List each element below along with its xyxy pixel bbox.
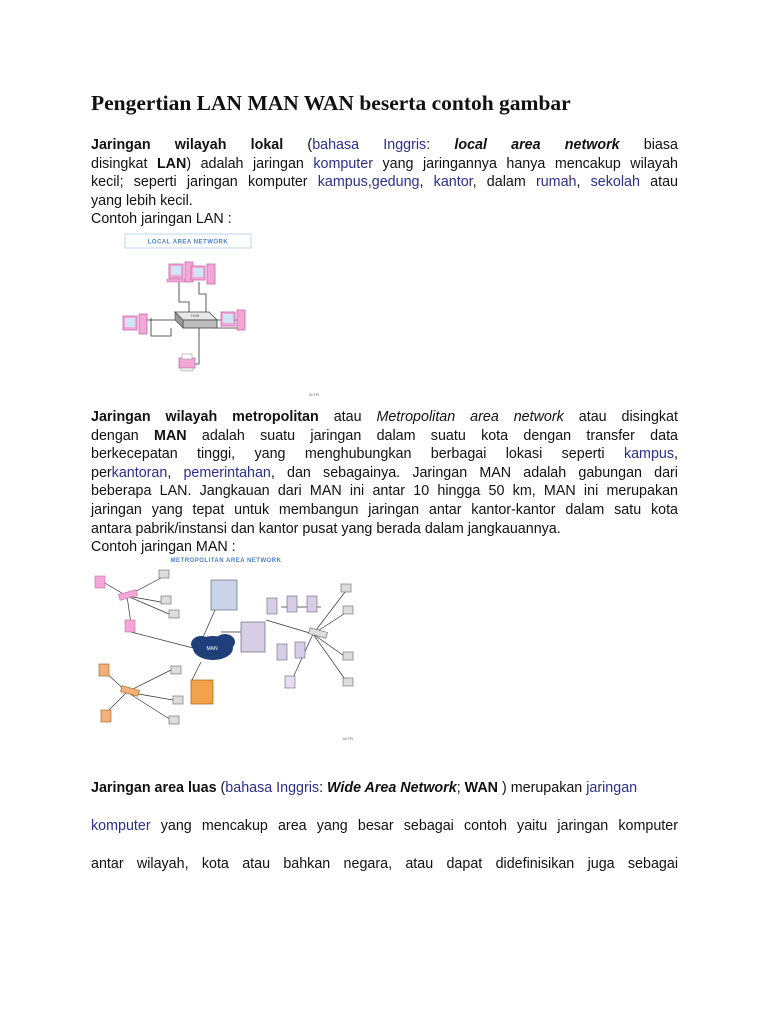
man-english-term: Metropolitan area network (376, 409, 564, 425)
man-credit: M.TR (343, 736, 353, 741)
lan-paragraph: Jaringan wilayah lokal (bahasa Inggris: local area network biasa disingkat LAN) adalah jaringan komputer yang jaringannya hanya mencakup wilayah kecil; seperti jaringan komputer kampus,gedung, kantor, dalam rumah, sekolah atau yang lebih kecil. Contoh jaringan LAN : (91, 137, 678, 228)
switch-man-1-icon (119, 590, 138, 600)
man-cloud-icon (191, 634, 235, 660)
pc-man-2-icon (159, 570, 169, 578)
pc-man-4-icon (169, 610, 179, 618)
pc-man-11-icon (173, 696, 183, 704)
lan-caption: Contoh jaringan LAN : (91, 211, 232, 228)
pc-man-7-icon (343, 652, 353, 660)
link-kampus-man[interactable]: kampus (623, 446, 674, 463)
lan-english-term: local area network (454, 137, 620, 153)
building-man-2-icon (241, 622, 265, 652)
building-man-1-icon (211, 580, 237, 610)
lan-credit: M.TR (309, 392, 319, 397)
man-cloud-label: MAN (206, 646, 218, 652)
wan-term: Jaringan area luas (91, 780, 217, 796)
wan-abbr: WAN (464, 780, 498, 796)
man-abbr: MAN (154, 427, 187, 444)
link-komputer[interactable]: komputer (313, 155, 373, 172)
link-kampus[interactable]: kampus (317, 174, 368, 191)
wan-english-term: Wide Area Network (327, 780, 457, 796)
switch-man-2-icon (309, 628, 328, 638)
link-komputer-wan[interactable]: komputer (91, 818, 151, 834)
link-jaringan[interactable]: jaringan (586, 780, 638, 796)
man-diagram (91, 552, 361, 746)
pc-man-8-icon (343, 678, 353, 686)
man-paragraph: Jaringan wilayah metropolitan atau Metropolitan area network atau disingkat dengan MAN adalah suatu jaringan dalam suatu kota dengan transfer data berkecepatan tinggi, yang menghubungkan berbagai lokasi seperti kampus, perkantoran, pemerintahan, dan sebagainya. Jaringan MAN adalah gabungan dari beberapa LAN. Jangkauan dari MAN ini antar 10 hingga 50 km, MAN ini merupakan jaringan yang tepat untuk membangun jaringan antar kantor-kantor dalam satu kota antara pabrik/instansi dan kantor pusat yang berada dalam jangkauannya. Contoh jaringan MAN : (91, 409, 678, 556)
building-man-5-icon (287, 596, 297, 612)
server-man-2-icon (285, 676, 295, 688)
link-sekolah[interactable]: sekolah (590, 174, 640, 191)
hub-label: HUB (190, 313, 200, 318)
lan-abbr: LAN (156, 155, 187, 172)
printer-icon (179, 354, 195, 371)
server-man-3-icon (101, 710, 111, 722)
pc-left-icon (123, 314, 147, 334)
building-man-7-icon (277, 644, 287, 660)
link-pemerintahan[interactable]: pemerintahan (183, 464, 271, 481)
hub-icon (175, 312, 217, 328)
pc-man-10-icon (171, 666, 181, 674)
link-gedung[interactable]: ,gedung (367, 174, 420, 191)
page-title: Pengertian LAN MAN WAN beserta contoh gambar (91, 91, 571, 115)
pc-top-right-icon (191, 264, 215, 284)
server-man-1-icon (125, 620, 135, 632)
link-rumah[interactable]: rumah (535, 174, 577, 191)
pc-man-12-icon (169, 716, 179, 724)
lan-banner-text: LOCAL AREA NETWORK (147, 239, 229, 246)
pc-man-9-icon (99, 664, 109, 676)
link-bahasa-inggris[interactable]: bahasa Inggris (312, 137, 427, 153)
pc-top-left-icon (167, 262, 193, 282)
building-man-4-icon (267, 598, 277, 614)
pc-man-3-icon (161, 596, 171, 604)
building-man-8-icon (295, 642, 305, 658)
pc-right-icon (221, 310, 245, 330)
lan-diagram (91, 224, 323, 400)
link-kantor[interactable]: kantor (433, 174, 473, 191)
lan-term: Jaringan wilayah lokal (91, 137, 284, 153)
man-term: Jaringan wilayah metropolitan (91, 409, 319, 425)
pc-man-6-icon (343, 606, 353, 614)
pc-man-1-icon (95, 576, 105, 588)
wan-paragraph: Jaringan area luas (bahasa Inggris: Wide Area Network; WAN ) merupakan jaringan komputer yang mencakup area yang besar sebagai contoh yaitu jaringan komputer antar wilayah, kota atau bahkan negara, atau dapat didefinisikan juga sebagai (91, 780, 678, 872)
link-bahasa-inggris-wan[interactable]: bahasa Inggris (225, 780, 320, 796)
man-banner-text: METROPOLITAN AREA NETWORK (170, 558, 282, 564)
building-man-3-icon (191, 680, 213, 704)
building-man-6-icon (307, 596, 317, 612)
man-caption: Contoh jaringan MAN : (91, 539, 236, 556)
pc-man-5-icon (341, 584, 351, 592)
link-kantoran[interactable]: kantoran (111, 464, 168, 481)
